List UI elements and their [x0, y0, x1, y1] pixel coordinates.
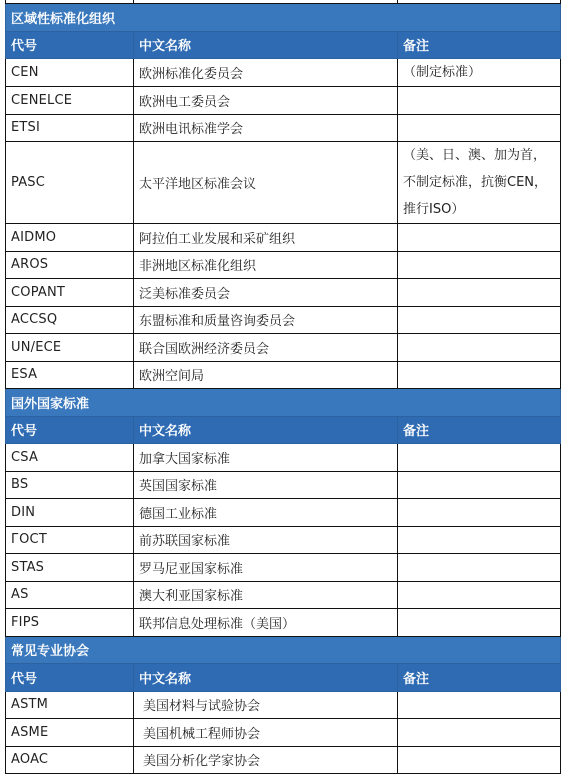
- note-header: 备注: [398, 31, 561, 59]
- name-cell: 欧洲电工委员会: [134, 87, 398, 115]
- note-cell: [398, 554, 561, 582]
- column-header-row: [6, 31, 561, 59]
- name-cell: 欧洲标准化委员会: [134, 59, 398, 87]
- note-cell: [398, 306, 561, 334]
- code-cell: AS: [6, 581, 134, 609]
- code-cell: ESA: [6, 361, 134, 389]
- code-cell: UN/ECE: [6, 334, 134, 362]
- name-cell: 欧洲空间局: [134, 361, 398, 389]
- table-row: [6, 224, 561, 252]
- table-row: [6, 306, 561, 334]
- name-cell: 澳大利亚国家标准: [134, 581, 398, 609]
- name-cell: 阿拉伯工业发展和采矿组织: [134, 224, 398, 252]
- note-cell: [398, 251, 561, 279]
- code-cell: ASTM: [6, 691, 134, 719]
- column-header-row: [6, 664, 561, 692]
- table-row: [6, 719, 561, 747]
- code-header: 代号: [6, 416, 134, 444]
- name-cell: 联邦信息处理标准（美国）: [134, 609, 398, 637]
- name-cell: 欧洲电讯标准学会: [134, 114, 398, 142]
- code-cell: ASME: [6, 719, 134, 747]
- table-row: [6, 499, 561, 527]
- name-cell: 联合国欧洲经济委员会: [134, 334, 398, 362]
- name-cell: 太平洋地区标准会议: [134, 142, 398, 224]
- code-cell: PASC: [6, 142, 134, 224]
- code-cell: ETSI: [6, 114, 134, 142]
- table-row: [6, 609, 561, 637]
- code-cell: STAS: [6, 554, 134, 582]
- note-cell: [398, 499, 561, 527]
- name-cell: 德国工业标准: [134, 499, 398, 527]
- name-cell: 加拿大国家标准: [134, 444, 398, 472]
- code-cell: CSA: [6, 444, 134, 472]
- note-cell: [398, 87, 561, 115]
- note-cell: [398, 526, 561, 554]
- note-header: 备注: [398, 416, 561, 444]
- standards-table: [5, 0, 561, 774]
- column-header-row: [6, 416, 561, 444]
- note-cell: [398, 471, 561, 499]
- code-cell: DIN: [6, 499, 134, 527]
- name-cell: 非洲地区标准化组织: [134, 251, 398, 279]
- note-header: 备注: [398, 664, 561, 692]
- code-cell: COPANT: [6, 279, 134, 307]
- section-title-row: [6, 4, 561, 32]
- table-row: [6, 526, 561, 554]
- note-cell: [398, 609, 561, 637]
- table-row: [6, 746, 561, 774]
- table-row: [6, 59, 561, 87]
- note-cell: [398, 361, 561, 389]
- name-cell: 泛美标准委员会: [134, 279, 398, 307]
- table-row: [6, 279, 561, 307]
- name-cell: 英国国家标准: [134, 471, 398, 499]
- code-cell: AIDMO: [6, 224, 134, 252]
- code-cell: BS: [6, 471, 134, 499]
- section-title: 国外国家标准: [6, 389, 561, 417]
- code-header: 代号: [6, 664, 134, 692]
- table-row: [6, 114, 561, 142]
- note-cell: [398, 719, 561, 747]
- section-title: 区域性标准化组织: [6, 4, 561, 32]
- name-header: 中文名称: [134, 31, 398, 59]
- table-row: [6, 581, 561, 609]
- code-cell: CEN: [6, 59, 134, 87]
- note-cell: [398, 279, 561, 307]
- name-header: 中文名称: [134, 416, 398, 444]
- note-cell: [398, 114, 561, 142]
- note-cell: [398, 142, 561, 224]
- code-cell: AOAC: [6, 746, 134, 774]
- note-cell: [398, 224, 561, 252]
- note-line: 不制定标准，抗衡CEN，: [403, 175, 548, 190]
- note-line: （美、日、澳、加为首，: [403, 148, 547, 163]
- name-cell: 美国材料与试验协会: [134, 691, 398, 719]
- code-header: 代号: [6, 31, 134, 59]
- name-cell: 美国分析化学家协会: [134, 746, 398, 774]
- note-cell: [398, 444, 561, 472]
- note-cell: [398, 334, 561, 362]
- name-cell: 前苏联国家标准: [134, 526, 398, 554]
- table-row: [6, 691, 561, 719]
- code-cell: CENELCE: [6, 87, 134, 115]
- table-row: [6, 142, 561, 224]
- name-header: 中文名称: [134, 664, 398, 692]
- code-cell: ГОСТ: [6, 526, 134, 554]
- section-title: 常见专业协会: [6, 636, 561, 664]
- table-row: [6, 334, 561, 362]
- note-cell: [398, 581, 561, 609]
- table-row: [6, 87, 561, 115]
- table-row: [6, 251, 561, 279]
- standards-table-container: [5, 0, 560, 774]
- name-cell: 美国机械工程师协会: [134, 719, 398, 747]
- name-cell: 罗马尼亚国家标准: [134, 554, 398, 582]
- section-title-row: [6, 636, 561, 664]
- note-cell: （制定标准）: [398, 59, 561, 87]
- table-row: [6, 554, 561, 582]
- note-cell: [398, 746, 561, 774]
- table-row: [6, 361, 561, 389]
- name-cell: 东盟标准和质量咨询委员会: [134, 306, 398, 334]
- code-cell: ACCSQ: [6, 306, 134, 334]
- table-row: [6, 471, 561, 499]
- section-title-row: [6, 389, 561, 417]
- code-cell: AROS: [6, 251, 134, 279]
- code-cell: FIPS: [6, 609, 134, 637]
- note-cell: [398, 691, 561, 719]
- table-row: [6, 444, 561, 472]
- note-line: 推行ISO）: [403, 202, 465, 217]
